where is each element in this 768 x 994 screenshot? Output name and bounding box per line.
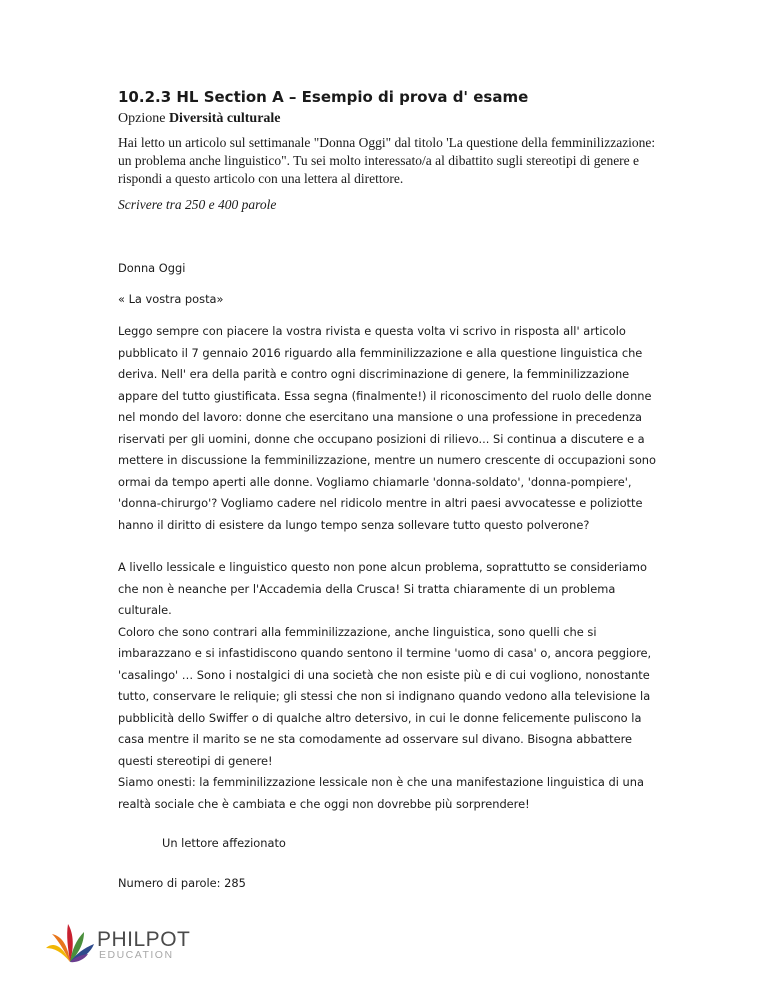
letter-paragraph-2: A livello lessicale e linguistico questo non pone alcun problema, soprattutto se consideriamo che non è neanche per l'Accademia della Crusca! Si tratta chiaramente di un problema culturale. bbox=[118, 560, 647, 617]
letter-paragraph-3: Coloro che sono contrari alla femminilizzazione, anche linguistica, sono quelli che si imbarazzano e si infastidiscono quando sentono il termine 'uomo di casa' o, ancora peggiore, 'casalingo' … Sono i nostalgici di una società che non esiste più e di cui vogliono, nonostante tutto, conservare le reliquie; gli stessi che non si indignano quando vedono alla televisione la pubblicità dello Swiffer o di qualche altro detersivo, in cui le donne felicemente puliscono la casa mentre il marito se ne sta comodamente ad osservare sul divano. Bisogna abbattere questi stereotipi di genere! bbox=[118, 624, 652, 768]
logo-name: PHILPOT bbox=[97, 928, 191, 951]
letter bbox=[118, 258, 658, 894]
option-name: Diversità culturale bbox=[168, 111, 281, 126]
leaf-mark-icon bbox=[44, 922, 96, 964]
option-prefix: Opzione bbox=[118, 111, 166, 126]
option-line bbox=[118, 111, 658, 127]
letter-signature: Un lettore affezionato bbox=[162, 836, 286, 850]
word-count: Numero di parole: 285 bbox=[118, 875, 246, 890]
philpot-logo bbox=[44, 918, 194, 968]
logo-subtitle: EDUCATION bbox=[99, 949, 174, 961]
magazine-name: Donna Oggi bbox=[118, 261, 186, 275]
document-page bbox=[118, 88, 658, 894]
task-instructions: Hai letto un articolo sul settimanale "Donna Oggi" dal titolo 'La questione della femminilizzazione: un problema anche linguistico". Tu sei molto interessato/a al dibattito sugli stereotipi di genere e rispondi a questo articolo con una lettera al direttore. bbox=[118, 135, 656, 186]
section-heading: 10.2.3 HL Section A – Esempio di prova d' esame bbox=[118, 88, 529, 106]
word-limit: Scrivere tra 250 e 400 parole bbox=[118, 197, 277, 212]
letter-paragraph-1: Leggo sempre con piacere la vostra rivista e questa volta vi scrivo in risposta all' articolo pubblicato il 7 gennaio 2016 riguardo alla femminilizzazione e alla questione linguistica che deriva. Nell' era della parità e contro ogni discriminazione di genere, la femminilizzazione appare del tutto giustificata. Essa segna (finalmente!) il riconoscimento del ruolo delle donne nel mondo del lavoro: donne che esercitano una mansione o una professione in precedenza riservati per gli uomini, donne che occupano posizioni di rilievo... Si continua a discutere e a mettere in discussione la femminilizzazione, mentre un numero crescente di occupazioni sono ormai da tempo aperti alle donne. Vogliamo chiamarle 'donna-soldato', 'donna-pompiere', 'donna-chirurgo'? Vogliamo cadere nel ridicolo mentre in altri paesi avvocatesse e poliziotte hanno il diritto di esistere da lungo tempo senza sollevare tutto questo polverone? bbox=[118, 324, 656, 532]
letter-paragraph-4: Siamo onesti: la femminilizzazione lessicale non è che una manifestazione linguistica di una realtà sociale che è cambiata e che oggi non dovrebbe più sorprendere! bbox=[118, 775, 644, 811]
letter-rubric: « La vostra posta» bbox=[118, 291, 224, 306]
